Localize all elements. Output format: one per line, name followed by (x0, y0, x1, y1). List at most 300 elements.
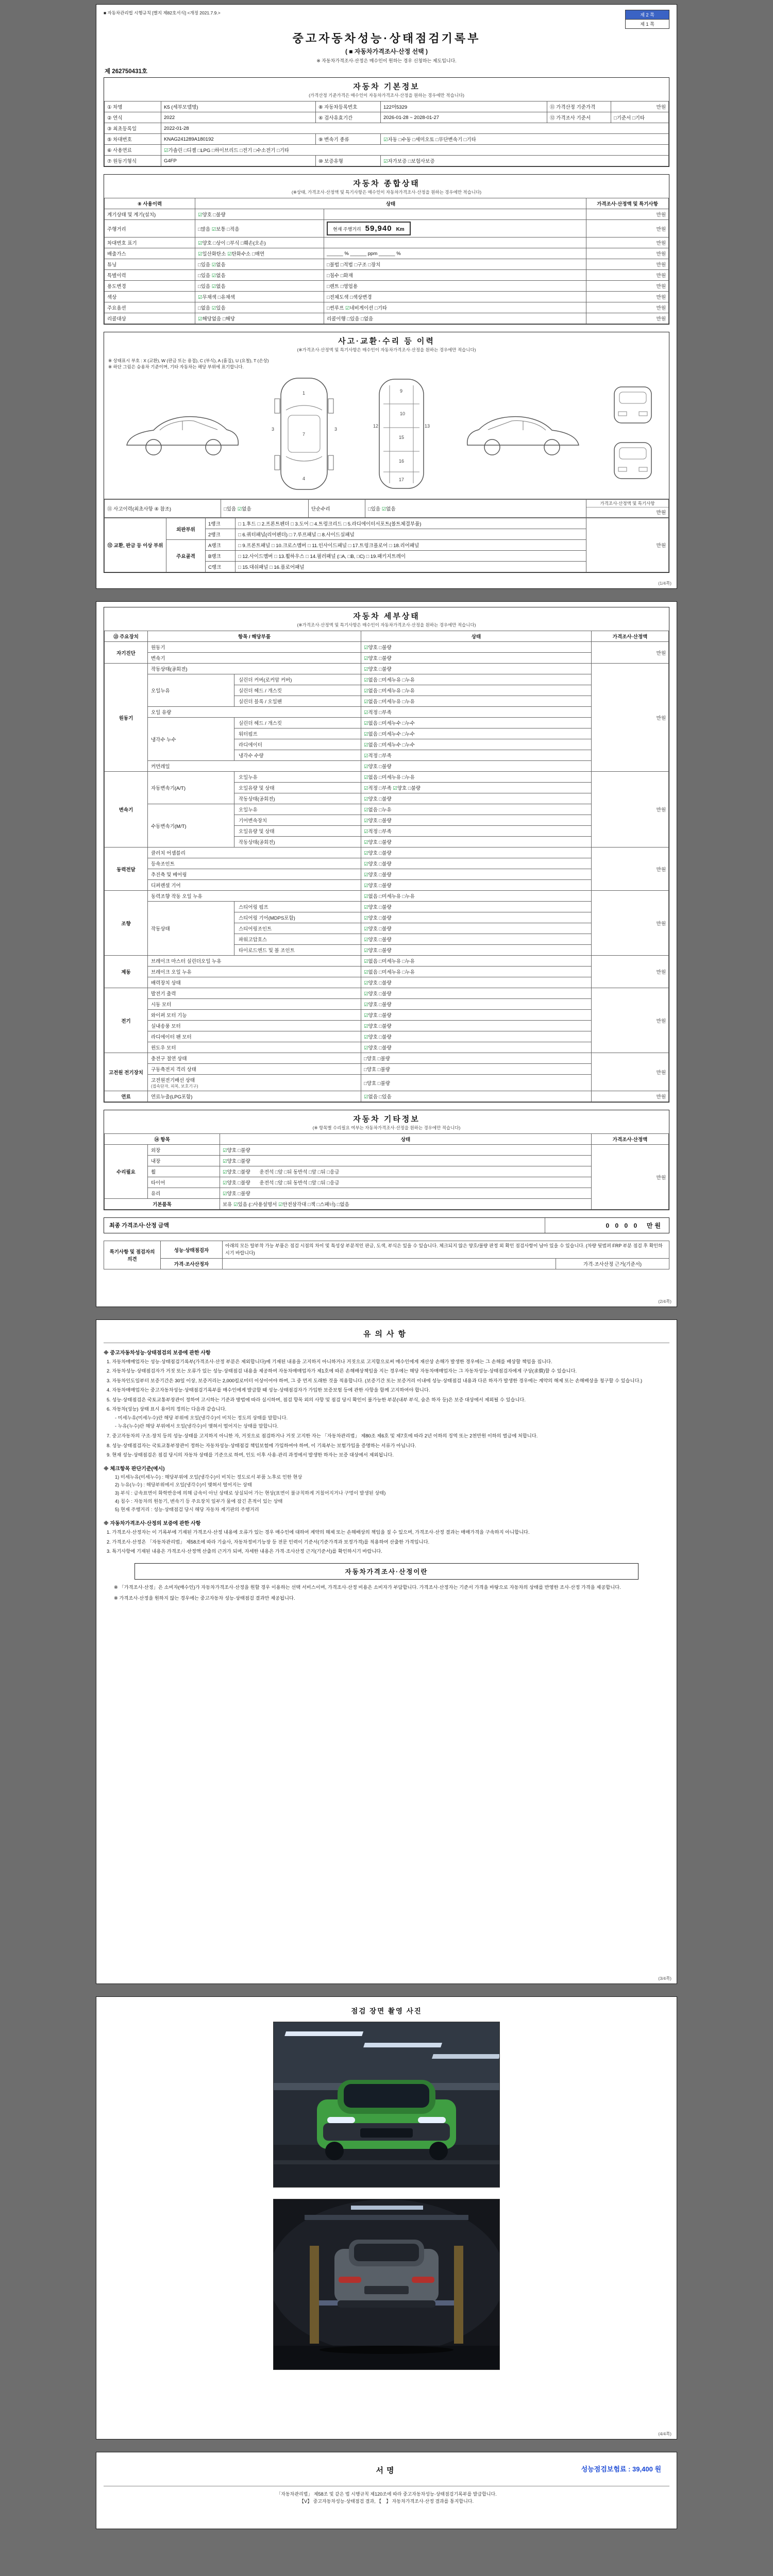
detail-price-cell: 만원 (592, 1091, 669, 1102)
notice-paragraph: 4) 침수 : 자동차의 원동기, 변속기 등 주요장치 일부가 물에 잠긴 흔적이 있는 상태 (115, 1499, 283, 1504)
etc-col-status: 상태 (220, 1134, 592, 1145)
section-title-accident: 사고·교환·수리 등 이력 (338, 337, 435, 346)
detail-status-checks[interactable]: ☑양호 □불량 (361, 923, 592, 934)
etc-item-label: 내장 (148, 1156, 220, 1166)
exchange-section-label: ⑫ 교환, 판금 등 이상 부위 (105, 518, 166, 572)
notices-list (104, 1348, 669, 1555)
etc-basic-items-row (105, 1199, 669, 1210)
exchange-panel-table (104, 518, 669, 572)
detail-subitem-label: 실린더 헤드 / 개스킷 (234, 718, 361, 728)
detail-status-checks[interactable]: ☑양호 □불량 (361, 664, 592, 674)
notice-paragraph: 1. 자동차매매업자는 성능·상태점검기록부(가격조사·산정 부분은 제외합니다)에 기재된 내용을 고지하지 아니하거나 거짓으로 고지함으로써 매수인에게 재산상 손해가 발생한 경우에는 그 손해를 배상할 책임을 집니다. (107, 1359, 552, 1364)
notice-paragraph: 5. 성능·상태점검은 국토교통부장관이 정하여 고시하는 기준과 방법에 따라 실시하며, 점검 항목 외의 사항 및 점검 당시 확인이 불가능한 부분(내부 부식, 숨은 하자 등)은 보증 대상에서 제외될 수 있습니다. (107, 1397, 526, 1402)
summary-extra-checks[interactable]: □썬루프 ☑네비게이션 □기타 (324, 302, 586, 313)
summary-row (105, 270, 669, 281)
detail-status-checks[interactable]: ☑양호 □불량 (361, 848, 592, 858)
summary-item-label: 용도변경 (105, 281, 195, 292)
device-group-label: 변속기 (105, 772, 148, 848)
summary-item-label: 튜닝 (105, 259, 195, 270)
appraiser-label: 가격·조사산정자 (161, 1259, 223, 1269)
detail-item-label: 브레이크 마스터 실린더오일 누유 (148, 956, 361, 967)
summary-extra-checks (324, 238, 586, 248)
etc-status-checks[interactable]: ☑양호 □불량 (220, 1156, 592, 1166)
summary-price-cell: 만원 (586, 270, 669, 281)
detail-status-checks[interactable]: ☑양호 □불량 (361, 761, 592, 772)
summary-price-cell: 만원 (586, 292, 669, 302)
detail-row (105, 642, 669, 653)
detail-row (105, 977, 669, 988)
inspection-period-label: ④ 검사유효기간 (316, 112, 381, 123)
notice-paragraph: 9. 현재 성능·상태점검은 점검 당시의 자동차 상태를 기준으로 하며, 인도 이후 사용·관리 과정에서 발생한 하자는 보증 대상에서 제외됩니다. (107, 1452, 394, 1458)
notice-paragraph: 6. 자동차(성능) 상태 표시 용어의 정의는 다음과 같습니다. (107, 1406, 227, 1412)
etc-row (105, 1166, 669, 1177)
detail-status-checks[interactable]: ☑양호 □불량 (361, 793, 592, 804)
summary-row (105, 313, 669, 324)
detail-status-checks[interactable]: ☑양호 □불량 (361, 815, 592, 826)
rank-part-checks[interactable]: □ 9.프론트패널 □ 10.크로스멤버 □ 11.인사이드패널 □ 17.트렁크플로어 □ 18.리어패널 (236, 540, 586, 551)
detail-status-checks[interactable]: □양호 □불량 (361, 1064, 592, 1075)
detail-status-checks[interactable]: ☑양호 □불량 (361, 988, 592, 999)
notice-heading: ※ 체크항목 판단기준(예시) (104, 1466, 165, 1472)
notice-paragraph: 2) 누유(누수) : 해당부위에서 오일(냉각수)이 맺혀서 떨어지는 상태 (115, 1482, 252, 1488)
simple-repair-label: 단순수리 (309, 500, 365, 518)
summary-status-checks[interactable]: ☑무채색 □유채색 (195, 292, 324, 302)
basic-items-checks[interactable]: 보유 ☑있음 (□사용설명서 ☑안전삼각대 □잭 □스패너) □없음 (220, 1199, 592, 1210)
detail-subitem-label: 작동상태(공회전) (234, 793, 361, 804)
summary-status-checks[interactable]: ☑해당없음 □해당 (195, 313, 324, 324)
detail-item-label: 동력조향 작동 오일 누유 (148, 891, 361, 902)
year-label: ② 연식 (105, 112, 161, 123)
car-diagrams (104, 370, 669, 499)
detail-status-checks[interactable]: ☑없음 □미세누유 □누유 (361, 685, 592, 696)
panel-detail-condition (96, 601, 677, 1307)
detail-row (105, 1053, 669, 1064)
notice-paragraph: 1) 미세누유(미세누수) : 해당부위에 오일(냉각수)이 비치는 정도로서 부품 노후로 인한 현상 (115, 1474, 303, 1480)
detail-status-checks[interactable]: ☑양호 □불량 (361, 869, 592, 880)
detail-item-label: 작동상태(공회전) (148, 664, 361, 674)
detail-subitem-label: 스티어링조인트 (234, 923, 361, 934)
summary-price-cell: 만원 (586, 209, 669, 220)
detail-item-label: 오일 유량 (148, 707, 361, 718)
etc-row (105, 1156, 669, 1166)
fuel-label: ⑥ 사용연료 (105, 145, 161, 156)
opinion-side-label: 특기사항 및 점검자의 의견 (104, 1241, 161, 1269)
detail-item-label: 연료누출(LPG포함) (148, 1091, 361, 1102)
detail-row (105, 988, 669, 999)
detail-status-checks[interactable]: ☑적정 □부족 (361, 826, 592, 837)
etc-row (105, 1188, 669, 1199)
accident-history-label: ⑪ 사고이력(최초사항 ④ 참조) (105, 500, 221, 518)
final-appraisal-price (104, 1217, 669, 1233)
summary-item-label: 리콜대상 (105, 313, 195, 324)
detail-price-cell: 만원 (592, 642, 669, 664)
detail-status-checks[interactable]: ☑적정 □부족 (361, 750, 592, 761)
final-price-value: 0 0 0 0 만원 (606, 1222, 663, 1229)
car-name-value: K5 (세부모델명) (161, 101, 316, 112)
detail-row (105, 761, 669, 772)
detail-item-label: 자동변속기(A/T) (148, 772, 234, 804)
document-number: 제 262750431호 (105, 69, 147, 75)
rank-part-checks[interactable]: □ 12.사이드멤버 □ 13.휠하우스 □ 14.필러패널 (□A, □B, □C) □ 19.패키지트레이 (236, 551, 586, 562)
accident-price-value: 만원 (656, 510, 666, 516)
detail-item-label: 고전원전기배선 상태 (접속단자, 피복, 보호기구) (148, 1075, 361, 1091)
detail-col-status: 상태 (361, 631, 592, 642)
detail-status-checks[interactable]: ☑양호 □불량 (361, 902, 592, 912)
inspector-opinion-text: 아래의 모든 탈부착 가능 부품은 점검 시점의 차이 및 특성상 부분적인 판금, 도색, 부식은 있을 수 있습니다. 체크되지 않은 양호/불량 판정 외 확인 점검사항이 남아 있을 수 있습니다. (차량 뒷범퍼 FRP 부분 점검 후 확인하시기 바랍니다) (223, 1241, 669, 1259)
detail-condition-table (104, 631, 669, 1102)
document-title: 중고자동차성능·상태점검기록부 (292, 32, 481, 45)
transmission-label: ⑨ 변속기 종류 (316, 134, 381, 145)
summary-status-checks[interactable]: □있음 ☑없음 (195, 281, 324, 292)
notice-paragraph: 1. 가격조사·산정자는 이 기록부에 기재된 가격조사·산정 내용에 오류가 있는 경우 매수인에 대하여 계약의 해제 또는 손해배상의 책임을 질 수 있으며, 가격조사·산정 결과는 매매가격을 구속하지 아니합니다. (107, 1530, 530, 1535)
detail-item-label: 라디에이터 팬 모터 (148, 1031, 361, 1042)
summary-item-label: 차대번호 표기 (105, 238, 195, 248)
detail-row (105, 891, 669, 902)
summary-extra-checks[interactable]: ______ % ______ ppm ______ % (324, 248, 586, 259)
notice-paragraph: - 미세누유(미세누수)란 해당 부위에 오일(냉각수)이 비치는 정도의 상태를 말합니다. (115, 1415, 288, 1421)
car-diagram-front-rear (609, 380, 657, 488)
notice-paragraph: 4. 자동차매매업자는 중고자동차성능·상태점검기록부를 매수인에게 발급할 때 성능·상태점검자가 가입한 보증보험 등에 관한 사항을 함께 고지하여야 합니다. (107, 1387, 430, 1393)
warranty-type-label: ⑩ 보증유형 (316, 156, 381, 166)
detail-item-label: 발전기 출력 (148, 988, 361, 999)
premium-unit: 원 (654, 2465, 661, 2473)
overall-condition-table (104, 198, 669, 324)
document-page (96, 0, 677, 2562)
svg-text:7: 7 (302, 432, 305, 437)
rank-part-checks[interactable]: □ 1.후드 □ 2.프론트펜더 □ 3.도어 □ 4.트렁크리드 □ 5.라디에이터서포트(볼트체결부품) (236, 518, 586, 529)
detail-status-checks[interactable]: ☑없음 □미세누수 □누수 (361, 739, 592, 750)
detail-status-checks[interactable]: ☑없음 □미세누유 □누유 (361, 674, 592, 685)
detail-status-checks[interactable]: ☑양호 □불량 (361, 653, 592, 664)
accident-history-status[interactable]: □있음 ☑없음 (221, 500, 309, 518)
vin-label: ⑤ 차대번호 (105, 134, 161, 145)
detail-subitem-label: 오일누유 (234, 772, 361, 783)
detail-item-label: 등속조인트 (148, 858, 361, 869)
detail-status-checks[interactable]: ☑양호 □불량 (361, 945, 592, 956)
appraisal-basis-label: 가격·조사산정 근거(기준서) (556, 1259, 669, 1269)
signature-footer (104, 2486, 669, 2505)
detail-status-checks[interactable]: ☑양호 □불량 (361, 1021, 592, 1031)
detail-row (105, 869, 669, 880)
detail-status-checks[interactable]: ☑양호 □불량 (361, 1042, 592, 1053)
rank-label: 1랭크 (206, 518, 236, 529)
price-ref-value[interactable]: □기준서 □기타 (611, 112, 669, 123)
detail-row (105, 1075, 669, 1091)
detail-status-checks[interactable]: ☑양호 □불량 (361, 880, 592, 891)
summary-extra-checks[interactable]: □전체도색 □색상변경 (324, 292, 586, 302)
device-group-label: 전기 (105, 988, 148, 1053)
photo-gray-car-rear-lift (274, 2199, 499, 2369)
detail-status-checks[interactable]: ☑없음 □누유 (361, 804, 592, 815)
detail-status-checks[interactable]: ☑없음 □미세누유 □누유 (361, 956, 592, 967)
detail-item-label: 변속기 (148, 653, 361, 664)
detail-subitem-label: 실린더 헤드 / 개스킷 (234, 685, 361, 696)
premium-label: 성능점검보험료 : (581, 2465, 631, 2473)
detail-row (105, 664, 669, 674)
detail-status-checks[interactable]: ☑적정 □부족 ☑양호 □불량 (361, 783, 592, 793)
detail-col-item: 항목 / 해당부품 (148, 631, 361, 642)
summary-item-label: 색상 (105, 292, 195, 302)
detail-item-label: 냉각수 누수 (148, 718, 234, 761)
accident-price-cell (586, 500, 669, 518)
first-reg-label: ③ 최초등록일 (105, 123, 161, 134)
detail-item-label: 와이퍼 모터 기능 (148, 1010, 361, 1021)
detail-price-cell: 만원 (592, 891, 669, 956)
detail-item-label: 배력장치 상태 (148, 977, 361, 988)
summary-status-checks[interactable]: □많음 ☑보통 □적음 (195, 220, 324, 238)
etc-status-checks[interactable]: ☑양호 □불량 운전석 □앞 □뒤 동반석 □앞 □뒤 □응급 (220, 1177, 592, 1188)
current-mileage-box: 현재 주행거리 59,940 Km (327, 222, 411, 235)
notice-paragraph: 2. 가격조사·산정은 「자동차관리법」 제58조에 따라 기술사, 자동차정비기능장 등 전문 인력이 기준서(기준가격과 보정가격)를 적용하여 산출한 가격입니다. (107, 1539, 430, 1545)
summary-price-cell: 만원 (586, 313, 669, 324)
etc-item-label: 유리 (148, 1188, 220, 1199)
section-overall-condition (104, 174, 669, 325)
section-title-detail: 자동차 세부상태 (353, 612, 420, 621)
detail-subitem-label: 냉각수 수량 (234, 750, 361, 761)
notices-title: 유의사항 (363, 1330, 410, 1338)
svg-text:10: 10 (399, 411, 405, 416)
detail-status-checks[interactable]: ☑양호 □불량 (361, 934, 592, 945)
notice-paragraph: 8. 성능·상태점검자는 국토교통부장관이 정하는 자동차성능·상태점검 책임보험에 가입하여야 하며, 이 기록부는 보험가입을 증명하는 서류가 아닙니다. (107, 1443, 416, 1448)
detail-status-checks[interactable]: ☑없음 □미세누유 □누유 (361, 967, 592, 977)
device-group-label: 연료 (105, 1091, 148, 1102)
detail-status-checks[interactable]: ☑양호 □불량 (361, 1010, 592, 1021)
device-group-label: 고전원 전기장치 (105, 1053, 148, 1091)
summary-status-checks[interactable]: ☑일산화탄소 ☑탄화수소 □매연 (195, 248, 324, 259)
detail-item-label: 원동기 (148, 642, 361, 653)
engine-type-value: G4FP (161, 156, 316, 166)
section-etc-info (104, 1110, 669, 1210)
detail-row (105, 880, 669, 891)
summary-price-cell: 만원 (586, 302, 669, 313)
summary-price-cell: 만원 (586, 220, 669, 238)
signature-footer-line-2: 【Ⅴ】 중고자동차성능·상태점검 결과, 【 】 자동차가격조사·산정 결과를 통지합니다. (299, 2499, 474, 2504)
detail-subitem-label: 오일유량 및 상태 (234, 783, 361, 793)
rank-label: C랭크 (206, 562, 236, 572)
warranty-type-checks[interactable]: ☑자가보증 □보험사보증 (381, 156, 669, 166)
notice-paragraph: 5) 현재 주행거리 : 성능·상태점검 당시 해당 자동차 계기판의 주행거리 (115, 1507, 259, 1513)
detail-col-device: ⑬ 주요장치 (105, 631, 148, 642)
detail-status-checks[interactable]: ☑없음 □미세누수 □누수 (361, 728, 592, 739)
signature-title: 서명 (376, 2466, 397, 2475)
signature-footer-line-1: 「자동차관리법」 제58조 및 같은 법 시행규칙 제120조에 따라 중고자동차성능·상태점검기록부를 발급합니다. (276, 2492, 497, 2497)
summary-status-checks[interactable]: ☑양호 □상이 □부식 □훼손(오손) (195, 238, 324, 248)
page-mark-1: (1/4쪽) (658, 581, 671, 586)
final-price-label: 최종 가격조사·산정 금액 (104, 1218, 545, 1233)
notice-paragraph: 3) 부식 : 금속표면이 화학반응에 의해 금속이 아닌 상태로 상실되어 가는 현상(표면이 불규칙하게 거칠어지거나 구멍이 발생된 상태) (115, 1490, 386, 1496)
detail-status-checks[interactable]: ☑양호 □불량 (361, 912, 592, 923)
inspection-photo-rear (273, 2199, 500, 2370)
detail-row (105, 1091, 669, 1102)
detail-subitem-label: 작동상태(공회전) (234, 837, 361, 848)
summary-row (105, 220, 669, 238)
rank-label: 2랭크 (206, 529, 236, 540)
device-group-label: 조향 (105, 891, 148, 956)
summary-row (105, 259, 669, 270)
etc-item-label: 타이어 (148, 1177, 220, 1188)
etc-item-label: 외장 (148, 1145, 220, 1156)
detail-col-price: 가격조사·산정액 (592, 631, 669, 642)
summary-row (105, 248, 669, 259)
etc-price-cell: 만원 (592, 1145, 669, 1210)
svg-text:13: 13 (424, 423, 430, 429)
exchange-rank-row (105, 540, 669, 551)
summary-extra-checks[interactable]: □침수 □화재 (324, 270, 586, 281)
detail-item-label: 실내송풍 모터 (148, 1021, 361, 1031)
summary-extra-checks[interactable]: 리콜이행 □있음 □없음 (324, 313, 586, 324)
section-detail-condition (104, 607, 669, 1103)
car-name-label: ① 차명 (105, 101, 161, 112)
detail-row (105, 1021, 669, 1031)
detail-item-label: 커먼레일 (148, 761, 361, 772)
overall-col-price: 가격조사·산정액 및 특기사항 (586, 198, 669, 209)
panel-photos (96, 1996, 677, 2439)
accident-price-header: 가격조사·산정액 및 특기사항 (586, 500, 668, 507)
summary-item-label: 주행거리 (105, 220, 195, 238)
appraiser-opinion-text (223, 1259, 556, 1269)
section-basic-info (104, 77, 669, 167)
section-note-basic: (가격산정 기준가격은 매수인이 자동차가격조사·산정을 원하는 경우에만 적습니다) (309, 93, 464, 98)
accident-legend-2: ※ 하단 그림은 승용차 기준이며, 기타 자동차는 해당 부위에 표기합니다. (108, 364, 244, 369)
notice-paragraph: 3. 자동차인도일부터 보증기간은 30일 이상, 보증거리는 2,000킬로미터 이상이어야 하며, 그 중 먼저 도래한 것을 적용합니다. (보증기간 또는 보증거리 이내에 성능·상태점검 내용과 다른 하자가 발생한 경우에는 계약의 해제 또는 손해배상을 청구할 수 있습니다.) (107, 1378, 643, 1383)
etc-row (105, 1145, 669, 1156)
detail-row (105, 956, 669, 967)
section-accident-history (104, 332, 669, 573)
exchange-price-cell: 만원 (586, 518, 669, 572)
car-diagram-side-right (460, 403, 589, 465)
photos-title: 점검 장면 촬영 사진 (351, 2007, 422, 2015)
svg-text:4: 4 (302, 476, 305, 481)
detail-status-checks[interactable]: ☑적정 □부족 (361, 707, 592, 718)
accident-legend: ※ 상태표시 부호 : X (교환), W (판금 또는 용접), C (부식), A (흠집), U (요철), T (손상) (108, 358, 269, 363)
summary-row (105, 292, 669, 302)
svg-text:17: 17 (398, 477, 404, 482)
detail-status-checks[interactable]: ☑없음 □미세누유 □누유 (361, 696, 592, 707)
summary-status-checks[interactable]: ☑양호 □불량 (195, 209, 324, 220)
notice-paragraph: 3. 특기사항에 기재된 내용은 가격조사·산정액 산출의 근거가 되며, 자세한 내용은 가격·조사산정 근거(기준서)를 확인하시기 바랍니다. (107, 1549, 382, 1554)
appraisal-definition-box-title: 자동차가격조사·산정이란 (135, 1563, 638, 1580)
detail-status-checks[interactable]: ☑양호 □불량 (361, 1031, 592, 1042)
detail-price-cell: 만원 (592, 664, 669, 772)
summary-row (105, 281, 669, 292)
etc-row (105, 1177, 669, 1188)
section-note-detail: (※가격조사·산정액 및 특기사항은 매수인이 자동차가격조사·산정을 원하는 경우에만 적습니다) (297, 622, 476, 628)
inspector-label: 성능·상태점검자 (161, 1241, 223, 1259)
rank-part-checks[interactable]: □ 6.쿼터패널(리어펜더) □ 7.루프패널 □ 8.사이드실패널 (236, 529, 586, 540)
summary-status-checks[interactable]: □없음 ☑있음 (195, 302, 324, 313)
summary-row (105, 302, 669, 313)
detail-row (105, 858, 669, 869)
photo-green-car-front (274, 2022, 499, 2187)
svg-text:16: 16 (398, 459, 404, 464)
detail-row (105, 848, 669, 858)
summary-price-cell: 만원 (586, 238, 669, 248)
detail-price-cell: 만원 (592, 1053, 669, 1091)
detail-row (105, 772, 669, 783)
summary-status-checks[interactable]: □있음 ☑없음 (195, 259, 324, 270)
section-title-basic: 자동차 기본정보 (353, 82, 420, 91)
detail-status-checks[interactable]: ☑양호 □불량 (361, 837, 592, 848)
detail-status-checks[interactable]: ☑양호 □불량 (361, 999, 592, 1010)
rank-label: B랭크 (206, 551, 236, 562)
simple-repair-status[interactable]: □있음 ☑없음 (365, 500, 586, 518)
page-indicator-bottom: 제 1 쪽 (640, 22, 654, 27)
detail-row (105, 902, 669, 912)
summary-extra-checks[interactable]: □렌트 □영업용 (324, 281, 586, 292)
detail-status-checks[interactable]: ☑양호 □불량 (361, 858, 592, 869)
page-mark-4: (4/4쪽) (658, 2431, 671, 2436)
device-group-label: 자기진단 (105, 642, 148, 664)
detail-item-label: 추진축 및 베어링 (148, 869, 361, 880)
etc-item-label: 휠 (148, 1166, 220, 1177)
overall-col-status: 상태 (195, 198, 586, 209)
detail-row (105, 653, 669, 664)
fuel-checks[interactable]: ☑가솔린 □디젤 □LPG □하이브리드 □전기 □수소전기 □기타 (161, 145, 669, 156)
detail-subitem-label: 스티어링 펌프 (234, 902, 361, 912)
detail-status-checks[interactable]: ☑없음 □미세누수 □누수 (361, 718, 592, 728)
detail-status-checks[interactable]: ☑없음 □미세누유 □누유 (361, 772, 592, 783)
form-reference: ■ 자동차관리법 시행규칙 [별지 제82호서식] <개정 2021.7.9.> (104, 10, 221, 15)
exchange-group-label: 주요골격 (166, 540, 206, 572)
summary-status-checks[interactable]: □있음 ☑없음 (195, 270, 324, 281)
svg-text:9: 9 (399, 388, 402, 394)
transmission-checks[interactable]: ☑자동 □수동 □세미오토 □무단변속기 □기타 (381, 134, 669, 145)
summary-extra-checks[interactable]: □불법 □적법 □구조 □장치 (324, 259, 586, 270)
detail-status-checks[interactable]: □양호 □불량 (361, 1075, 592, 1091)
panel-notices (96, 1319, 677, 1984)
etc-info-table (104, 1133, 669, 1210)
etc-col-price: 가격조사·산정액 (592, 1134, 669, 1145)
detail-row (105, 718, 669, 728)
premium-value: 39,400 (632, 2465, 653, 2473)
etc-status-checks[interactable]: ☑양호 □불량 (220, 1145, 592, 1156)
detail-price-cell: 만원 (592, 848, 669, 891)
detail-item-label: 클러치 어셈블리 (148, 848, 361, 858)
etc-status-checks[interactable]: ☑양호 □불량 (220, 1188, 592, 1199)
exchange-rank-row (105, 518, 669, 529)
summary-row (105, 238, 669, 248)
appraisal-definition-text-2: ※ 가격조사·산정을 원하지 않는 경우에는 중고자동차 성능·상태점검 결과만 제공됩니다. (114, 1595, 295, 1601)
insurance-premium (581, 2464, 661, 2473)
summary-price-cell: 만원 (586, 259, 669, 270)
detail-status-checks[interactable]: ☑없음 □있음 (361, 1091, 592, 1102)
detail-subitem-label: 파워고압호스 (234, 934, 361, 945)
notice-heading: ※ 중고자동차성능·상태점검의 보증에 관한 사항 (104, 1350, 211, 1356)
svg-text:15: 15 (398, 435, 404, 440)
detail-status-checks[interactable]: ☑양호 □불량 (361, 977, 592, 988)
rank-label: A랭크 (206, 540, 236, 551)
first-reg-value: 2022-01-28 (161, 123, 669, 134)
detail-item-label: 오일누유 (148, 674, 234, 707)
detail-subitem-label: 기어변속장치 (234, 815, 361, 826)
detail-price-cell: 만원 (592, 956, 669, 988)
notice-heading: ※ 자동차가격조사·산정의 보증에 관한 사항 (104, 1521, 201, 1527)
etc-status-checks[interactable]: ☑양호 □불량 운전석 □앞 □뒤 동반석 □앞 □뒤 □응급 (220, 1166, 592, 1177)
reg-no-label: ⑧ 자동차등록번호 (316, 101, 381, 112)
svg-text:1: 1 (302, 391, 305, 396)
device-group-label: 원동기 (105, 664, 148, 772)
detail-status-checks[interactable]: ☑양호 □불량 (361, 642, 592, 653)
detail-status-checks[interactable]: ☑없음 □미세누유 □누유 (361, 891, 592, 902)
page-indicator-box (625, 10, 669, 29)
panel-signature (96, 2452, 677, 2529)
summary-price-cell: 만원 (586, 248, 669, 259)
summary-row (105, 209, 669, 220)
detail-status-checks[interactable]: □양호 □불량 (361, 1053, 592, 1064)
price-appraisal-option[interactable]: ( ■ 자동차가격조사·산정 선택 ) (345, 48, 428, 55)
rank-part-checks[interactable]: □ 15.대쉬패널 □ 16.플로어패널 (236, 562, 586, 572)
device-group-label: 제동 (105, 956, 148, 988)
